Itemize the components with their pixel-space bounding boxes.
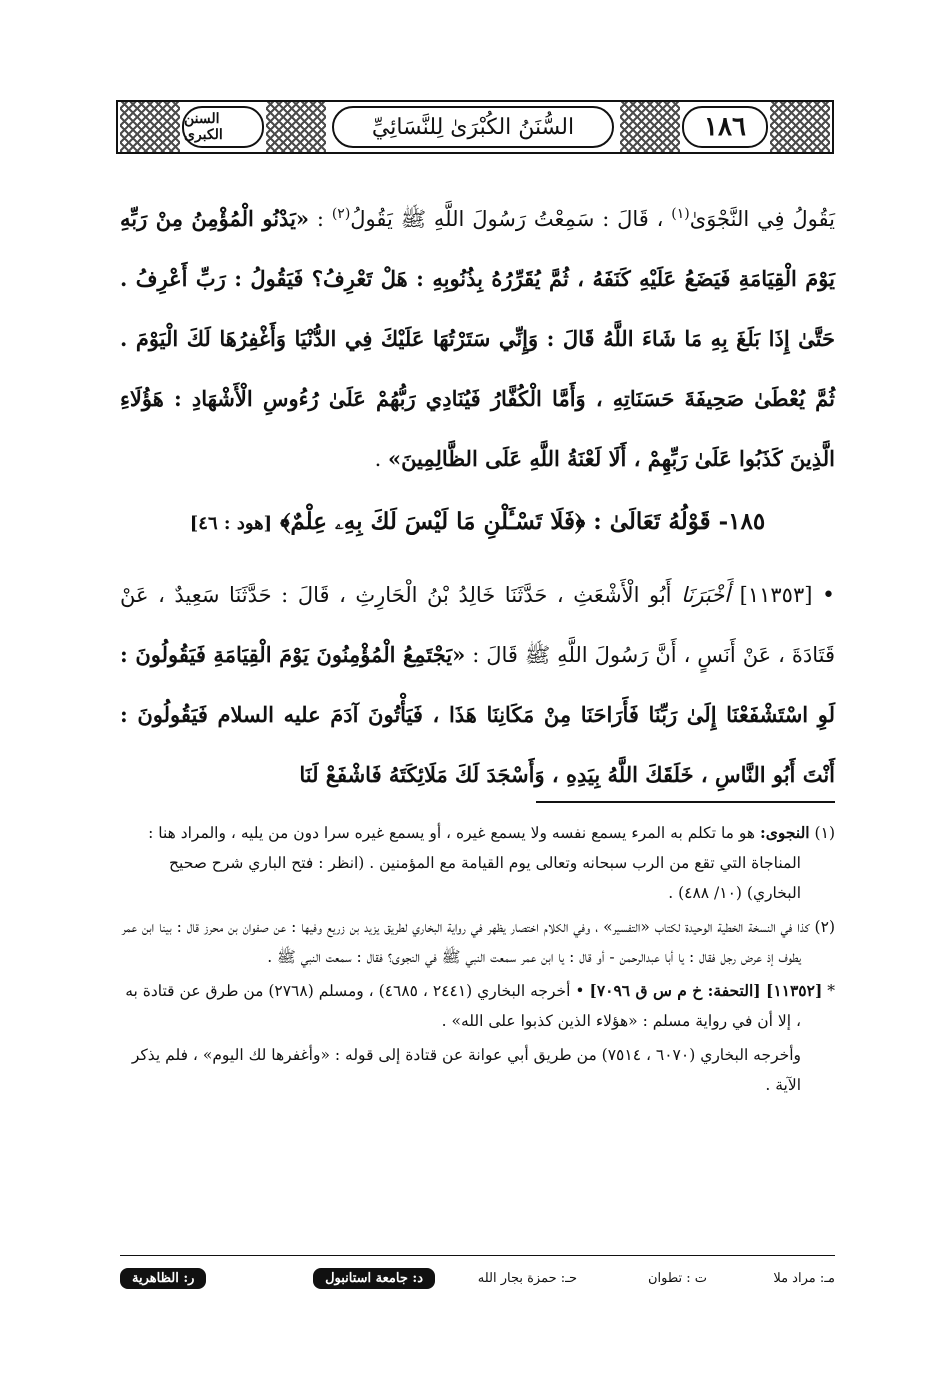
star-icon: * (827, 982, 835, 1000)
main-passage (120, 185, 835, 489)
takhrij-note-2 (120, 1040, 835, 1100)
ornament-left (120, 102, 180, 152)
bullet-icon: • (822, 583, 835, 608)
siglum-t: ت : تطوان (647, 1270, 707, 1286)
siglum-h: حـ: حمزة بجار الله (477, 1270, 577, 1286)
passage-end: . (374, 447, 388, 471)
isnad: أَبُو الْأَشْعَثِ ، حَدَّثَنَا خَالِدُ بْنُ الْحَارِثِ ، قَالَ : حَدَّثَنَا سَعِيدٌ ، عَنْ قَتَادَةَ ، عَنْ أَنَسٍ ، أَنَّ رَسُولَ اللَّهِ ﷺ قَالَ : (120, 583, 836, 667)
footnote-2 (120, 912, 835, 972)
ornament-center-right (620, 102, 680, 152)
footnotes (120, 818, 835, 1104)
footnote-1-number: (١) (814, 824, 835, 842)
footnote-2-text: كذا في النسخة الخطية الوحيدة لكتاب «التفسير» ، وفي الكلام اختصار يظهر في رواية البخاري لطريق يزيد بن زريع وفيها : عن صفوان بن محرز قال : بينا ابن عمر يطوف إذ عرض رجل فقال : يا أبا عبدالرحمن - أو قال : يا ابن عمر سمعت النبي ﷺ في النجوى؟ فقال : سمعت النبي ﷺ . (121, 918, 810, 966)
footnote-1-text: هو ما تكلم به المرء يسمع نفسه ولا يسمع غيره ، أو يسمع غيره سرا دون من يليه ، والمراد هنا : المناجاة التي تقع من الرب سبحانه وتعالى يوم القيامة مع المؤمنين . (انظر : فتح الباري شرح صحيح البخاري) (١٠/ ٤٨٨) . (148, 824, 801, 902)
siglum-r: ر: الظاهرية (120, 1268, 206, 1289)
page-header (116, 100, 834, 154)
siglum-d: د: جامعة استانبول (313, 1268, 435, 1289)
siglum-m: مـ: مراد ملا (773, 1270, 835, 1286)
takhrij-bullet-icon: • (575, 982, 585, 1000)
takhrij-number: [١١٣٥٢] [التحفة: خ م س ق ٧٠٩٦] (589, 981, 823, 1000)
takhrij-note (120, 976, 835, 1036)
hadith-11353 (120, 566, 835, 805)
ornament-center-left (266, 102, 326, 152)
passage-mid: ، قَالَ : سَمِعْتُ رَسُولَ اللَّهِ ﷺ يَقُولُ (350, 207, 664, 231)
footnote-1-term: النجوى: (760, 823, 810, 842)
takhrij-text: أخرجه البخاري (٢٤٤١ ، ٤٦٨٥) ، ومسلم (٢٧٦٨) من طرق عن قتادة به ، إلا أن في رواية مسلم : «هؤلاء الذين كذبوا على الله» . (125, 982, 801, 1030)
footer-divider (120, 1255, 835, 1256)
passage-intro: يَقُولُ فِي النَّجْوَىٰ (689, 207, 835, 231)
footnote-ref-2: (٢) (331, 206, 351, 222)
chapter-heading (120, 500, 835, 546)
heading-ref: [هود : ٤٦] (189, 513, 273, 534)
footnote-1 (120, 818, 835, 908)
hadith-text: «يَدْنُو الْمُؤْمِنُ مِنْ رَبِّهِ يَوْمَ الْقِيَامَةِ فَيَضَعُ عَلَيْهِ كَنَفَهُ ، ثُمَّ يُقَرِّرُهُ بِذُنُوبِهِ : هَلْ تَعْرِفُ؟ فَيَقُولُ : رَبِّ أَعْرِفُ . حَتَّىٰ إِذَا بَلَغَ بِهِ مَا شَاءَ اللَّهُ قَالَ : وَإِنِّي سَتَرْتُهَا عَلَيْكَ فِي الدُّنْيَا وَأَغْفِرُهَا لَكَ الْيَوْمَ . ثُمَّ يُعْطَىٰ صَحِيفَةَ حَسَنَاتِهِ ، وَأَمَّا الْكُفَّارُ فَيُنَادِي رَبُّهُمْ عَلَىٰ رُءُوسِ الْأَشْهَادِ : هَؤُلَاءِ الَّذِينَ كَذَبُوا عَلَىٰ رَبِّهِمْ ، أَلَا لَعْنَةُ اللَّهِ عَلَى الظَّالِمِينَ» (120, 206, 835, 471)
footnote-divider (536, 801, 835, 803)
book-emblem: السنن الكبرى (182, 106, 264, 148)
manuscript-sigla (120, 1262, 835, 1294)
ornament-right (770, 102, 830, 152)
footnote-ref-1: (١) (671, 206, 690, 222)
running-title: السُّنَنُ الكُبْرَىٰ لِلنَّسَائِيِّ (332, 106, 614, 148)
passage-colon: : (309, 207, 332, 231)
footnote-2-number: (٢) (814, 918, 835, 936)
matn: «يَجْتَمِعُ الْمُؤْمِنُونَ يَوْمَ الْقِيَامَةِ فَيَقُولُونَ : لَوِ اسْتَشْفَعْنَا إِلَىٰ رَبِّنَا فَأَرَاحَنَا مِنْ مَكَانِنَا هَذَا ، فَيَأْتُونَ آدَمَ عليه السلام فَيَقُولُونَ : أَنْتَ أَبُو النَّاسِ ، خَلَقَكَ اللَّهُ بِيَدِهِ ، وَأَسْجَدَ لَكَ مَلَائِكَتَهُ فَاشْفَعْ لَنَا (120, 642, 835, 787)
akhbarana: أَخْبَرَنَا (681, 583, 731, 607)
hadith-number: [١١٣٥٣] (739, 583, 813, 607)
heading-text: ١٨٥- قَوْلُهُ تَعَالَىٰ : ﴿فَلَا تَسْـَٔلْنِ مَا لَيْسَ لَكَ بِهِۦ عِلْمٌ﴾ (280, 508, 766, 535)
takhrij-text-2: وأخرجه البخاري (٦٠٧٠ ، ٧٥١٤) من طريق أبي عوانة عن قتادة إلى قوله : «وأغفرها لك اليوم» ، فلم يذكر الآية . (131, 1046, 801, 1094)
page-number: ١٨٦ (682, 106, 768, 148)
